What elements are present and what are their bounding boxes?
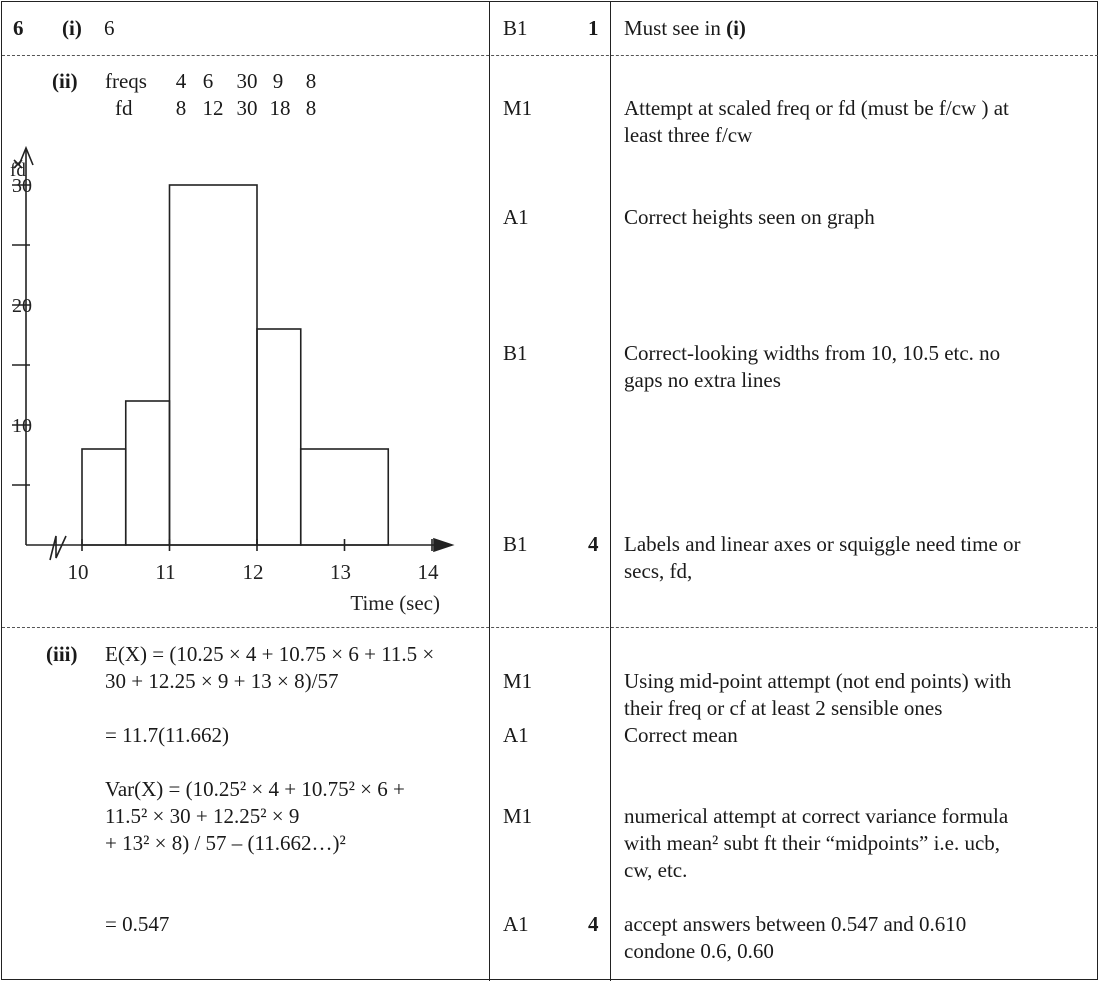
variance-line-2: 11.5² × 30 + 12.25² × 9 (105, 804, 300, 828)
y-axis-label: fd (10, 160, 26, 181)
x-tick-label: 14 (417, 560, 439, 584)
fd-value: 18 (269, 96, 291, 120)
part-divider-1 (2, 55, 1098, 56)
part-iii-total: 4 (588, 912, 599, 936)
x-tick-label: 10 (67, 560, 89, 584)
histogram-bar-5 (301, 449, 389, 545)
part-iii-mark: M1 (503, 669, 533, 693)
histogram-bars (82, 185, 388, 545)
x-tick-label: 13 (330, 560, 351, 584)
part-ii-note: Correct heights seen on graph (624, 205, 875, 229)
part-i-total: 1 (588, 16, 599, 40)
histogram-bar-4 (257, 329, 301, 545)
histogram-bar-2 (126, 401, 170, 545)
part-i-note (624, 15, 746, 42)
column-divider-answer (489, 1, 490, 981)
histogram-bar-3 (170, 185, 258, 545)
part-iii-note: Correct mean (624, 723, 738, 747)
part-ii-mark: B1 (503, 532, 528, 556)
fd-value: 30 (236, 96, 258, 120)
histogram-bar-1 (82, 449, 126, 545)
variance-line-3: + 13² × 8) / 57 – (11.662…)² (105, 831, 346, 855)
part-iii-note: cw, etc. (624, 858, 688, 882)
x-tick-label: 11 (155, 560, 176, 584)
part-ii-total: 4 (588, 532, 599, 556)
part-iii-mark: A1 (503, 723, 529, 747)
freq-value: 30 (236, 69, 258, 93)
x-tick-labels (68, 560, 440, 584)
expectation-result: = 11.7(11.662) (105, 723, 230, 747)
part-iii-note: condone 0.6, 0.60 (624, 939, 774, 963)
part-ii-note: Labels and linear axes or squiggle need time or (624, 532, 1021, 556)
part-iii-note: Using mid-point attempt (not end points) with (624, 669, 1012, 693)
freq-value: 6 (202, 69, 214, 93)
part-ii-note: Attempt at scaled freq or fd (must be f/cw ) at (624, 96, 1009, 120)
axis-break-squiggle (50, 536, 66, 560)
x-tick-label: 12 (242, 560, 264, 584)
part-i-mark: B1 (503, 16, 528, 40)
part-ii-mark: A1 (503, 205, 529, 229)
part-iii-mark: M1 (503, 804, 533, 828)
part-ii-mark: B1 (503, 341, 528, 365)
expectation-line-1: E(X) = (10.25 × 4 + 10.75 × 6 + 11.5 × (105, 642, 435, 666)
part-ii-label: (ii) (52, 69, 78, 93)
part-iii-note: numerical attempt at correct variance formula (624, 804, 1009, 828)
part-ii-note: secs, fd, (624, 559, 693, 583)
freqs-label: freqs (105, 69, 147, 93)
question-number: 6 (13, 16, 24, 40)
fd-value: 8 (305, 96, 317, 120)
y-tick-label: 20 (12, 295, 32, 317)
part-ii-note: least three f/cw (624, 123, 753, 147)
part-i-note-bold: (i) (726, 16, 746, 40)
freq-value: 4 (175, 69, 187, 93)
histogram-chart (0, 140, 480, 620)
column-divider-marks (610, 1, 611, 981)
y-tick-labels (12, 175, 32, 437)
part-i-answer: 6 (104, 16, 115, 40)
y-tick-label: 10 (12, 415, 32, 437)
x-axis-arrow (434, 539, 452, 551)
expectation-line-2: 30 + 12.25 × 9 + 13 × 8)/57 (105, 669, 339, 693)
part-i-note-text: Must see in (624, 16, 727, 40)
part-iii-note: accept answers between 0.547 and 0.610 (624, 912, 967, 936)
y-ticks (12, 185, 30, 485)
fd-value: 12 (202, 96, 224, 120)
x-axis-label: Time (sec) (350, 591, 440, 615)
fd-value: 8 (175, 96, 187, 120)
variance-result: = 0.547 (105, 912, 170, 936)
part-iii-mark: A1 (503, 912, 529, 936)
part-iii-label: (iii) (46, 642, 78, 666)
part-i-label: (i) (62, 16, 82, 40)
part-divider-2 (2, 627, 1098, 628)
freq-value: 8 (305, 69, 317, 93)
freq-value: 9 (272, 69, 284, 93)
part-ii-note: Correct-looking widths from 10, 10.5 etc. no (624, 341, 1001, 365)
fd-label: fd (115, 96, 133, 120)
part-ii-mark: M1 (503, 96, 533, 120)
variance-line-1: Var(X) = (10.25² × 4 + 10.75² × 6 + (105, 777, 405, 801)
part-iii-note: their freq or cf at least 2 sensible ones (624, 696, 943, 720)
y-tick-label: 30 (12, 175, 32, 197)
part-iii-note: with mean² subt ft their “midpoints” i.e. ucb, (624, 831, 1001, 855)
part-ii-note: gaps no extra lines (624, 368, 781, 392)
